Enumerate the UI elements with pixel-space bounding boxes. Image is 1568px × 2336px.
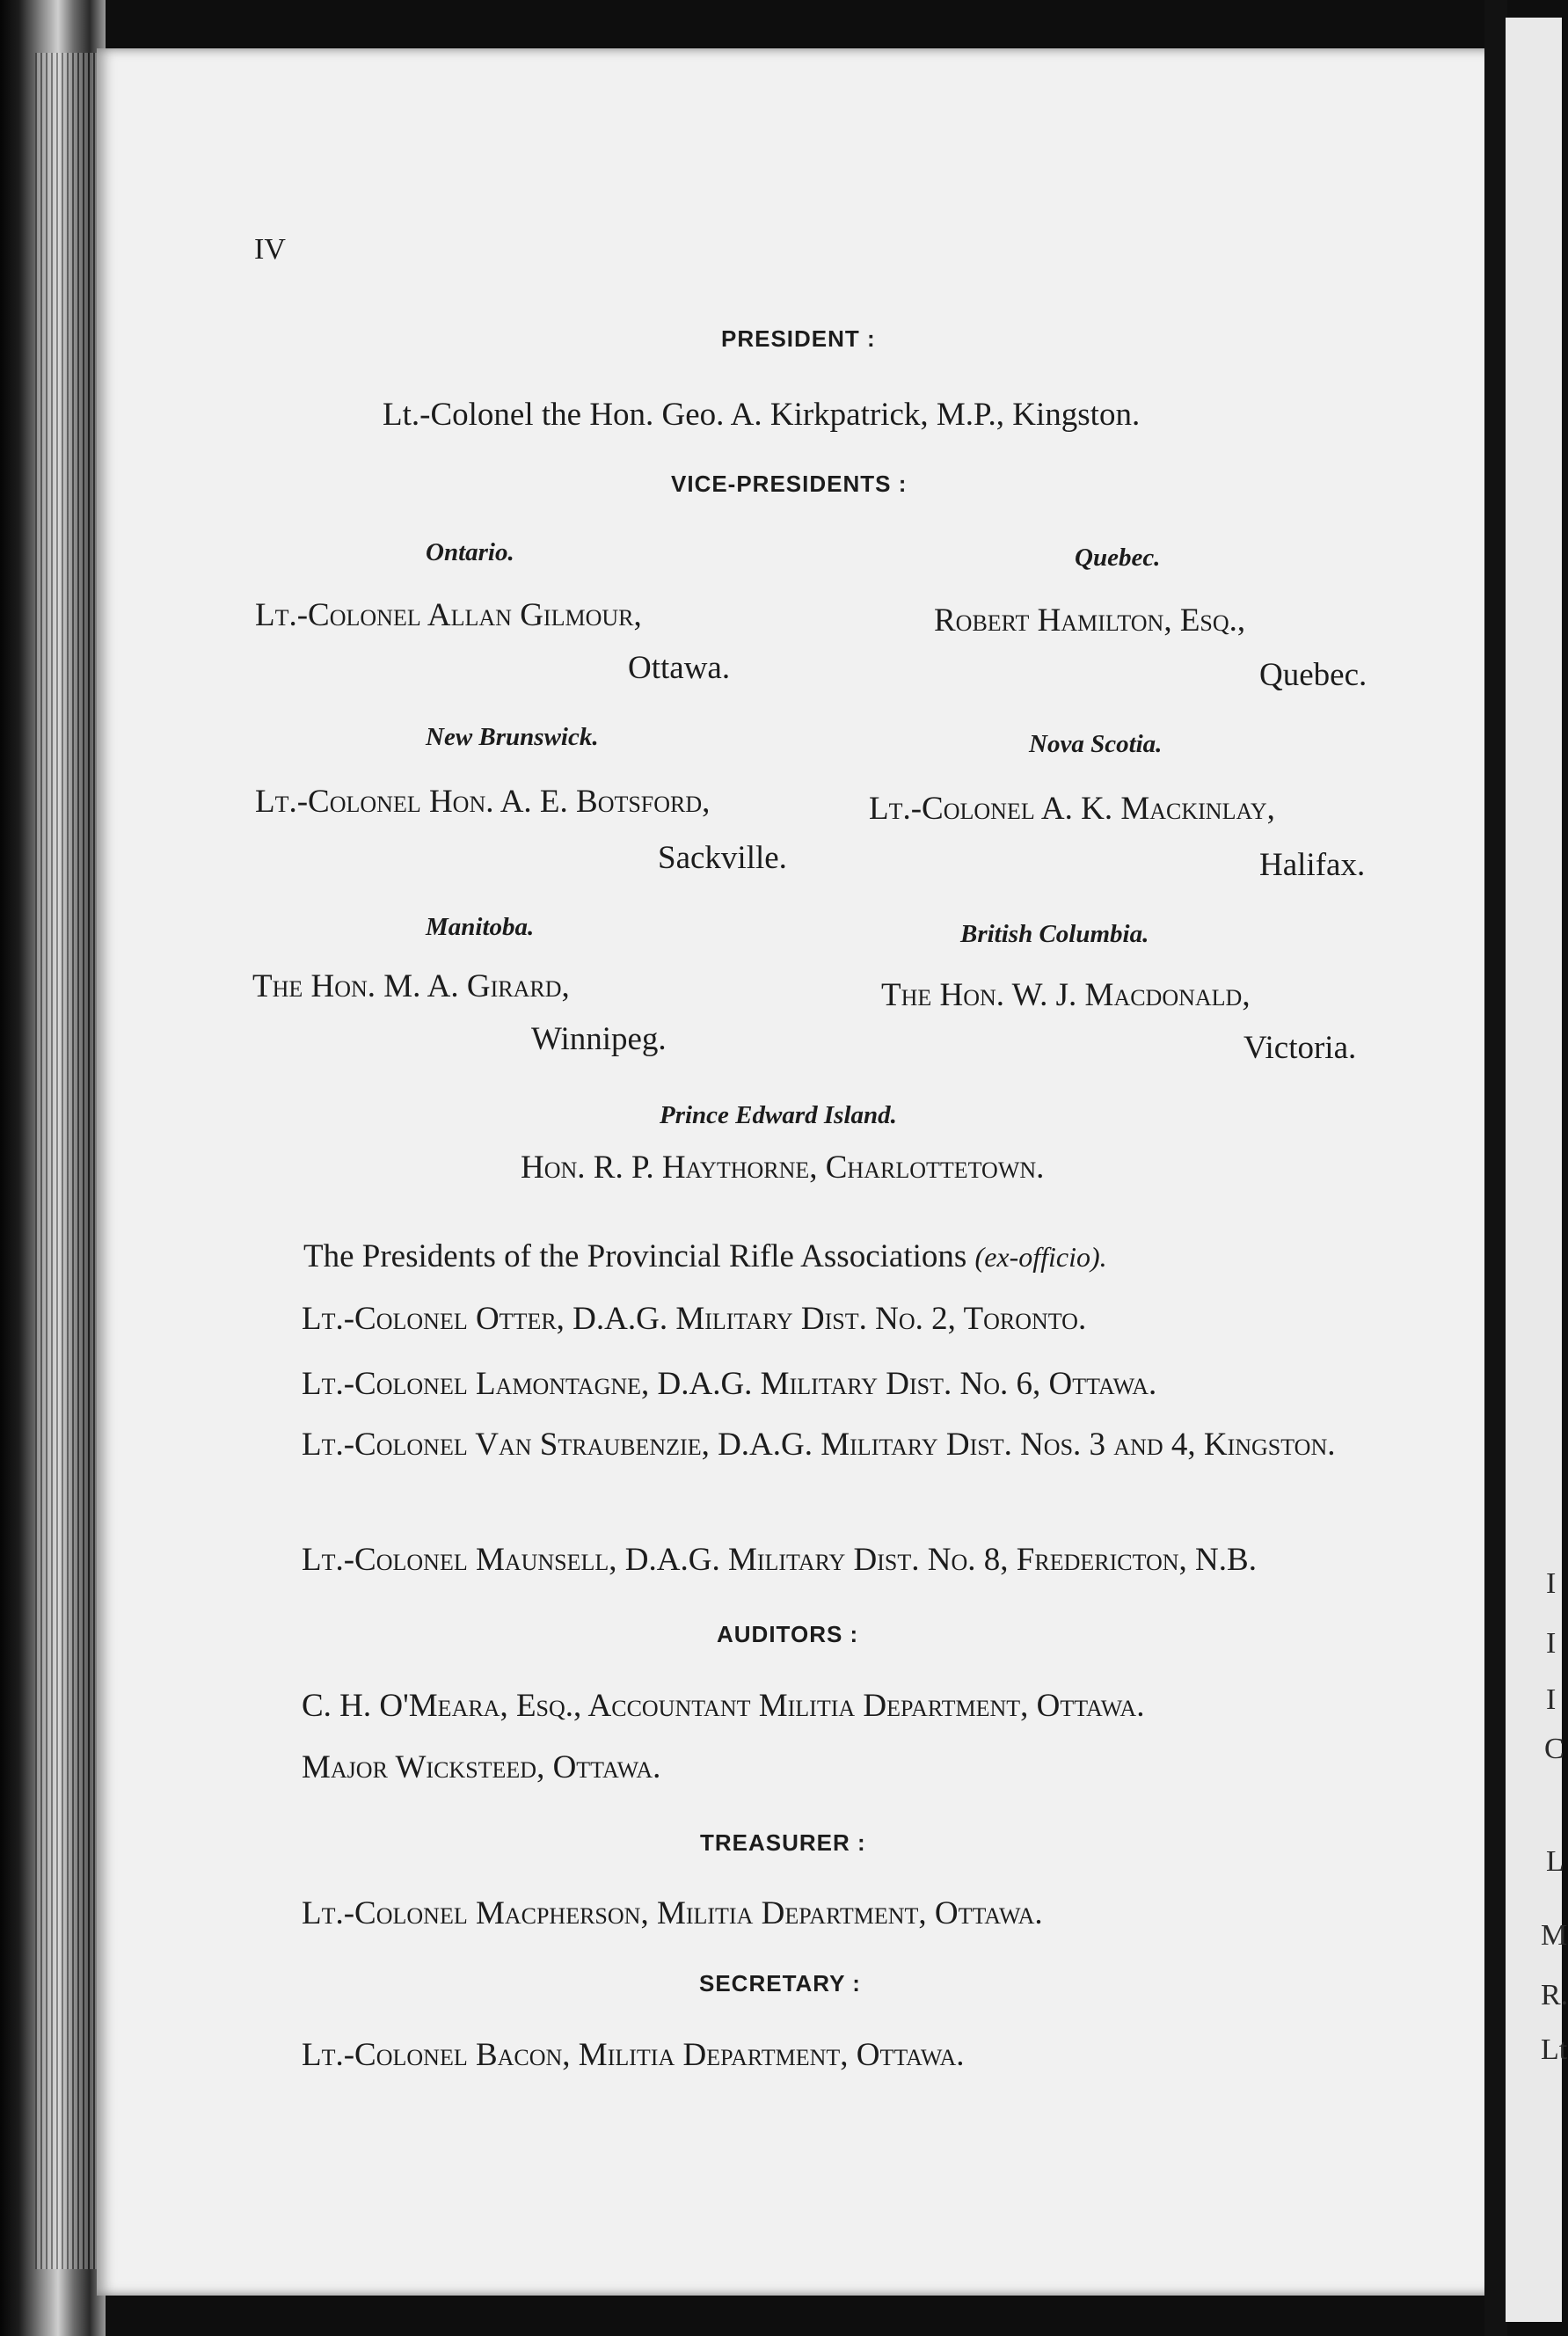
vp-new-brunswick-name: Lt.-Colonel Hon. A. E. Botsford, — [255, 784, 711, 820]
vp-manitoba-name: The Hon. M. A. Girard, — [252, 968, 570, 1004]
facing-page-letter: I — [1546, 1683, 1557, 1716]
secretary-name: Lt.-Colonel Bacon, Militia Department, Ottawa. — [302, 2037, 965, 2073]
vp-manitoba-place: Winnipeg. — [531, 1021, 667, 1057]
facing-page-letter: C — [1544, 1733, 1564, 1765]
facing-page-letter: Lt — [1541, 2033, 1568, 2066]
vp-pei-name: Hon. R. P. Haythorne, Charlottetown. — [521, 1150, 1045, 1186]
vp-nova-scotia-name: Lt.-Colonel A. K. Mackinlay, — [869, 791, 1275, 827]
member-van-straubenzie: Lt.-Colonel Van Straubenzie, D.A.G. Military Dist. Nos. 3 and 4, Kingston. — [302, 1427, 1336, 1463]
page-number: IV — [254, 233, 286, 266]
province-british-columbia: British Columbia. — [960, 920, 1149, 948]
vp-british-columbia-name: The Hon. W. J. Macdonald, — [881, 977, 1251, 1013]
facing-page-letter: M — [1541, 1919, 1568, 1952]
treasurer-heading: TREASURER : — [700, 1829, 866, 1856]
auditor-omeara: C. H. O'Meara, Esq., Accountant Militia Department, Ottawa. — [302, 1688, 1145, 1724]
vp-quebec-name: Robert Hamilton, Esq., — [934, 602, 1246, 639]
member-lamontagne: Lt.-Colonel Lamontagne, D.A.G. Military Dist. No. 6, Ottawa. — [302, 1366, 1157, 1402]
spine-page-edges — [35, 53, 97, 2269]
presidents-provincial-line: The Presidents of the Provincial Rifle Associations (ex-officio). — [303, 1238, 1107, 1274]
facing-page-letter: L — [1546, 1845, 1564, 1878]
ex-officio-note: (ex-officio). — [974, 1241, 1107, 1273]
book-spine — [0, 0, 106, 2336]
auditors-heading: AUDITORS : — [717, 1621, 859, 1647]
secretary-heading: SECRETARY : — [699, 1970, 861, 1997]
president-heading: PRESIDENT : — [721, 325, 876, 352]
province-new-brunswick: New Brunswick. — [426, 723, 599, 751]
vice-presidents-heading: VICE-PRESIDENTS : — [671, 471, 908, 497]
vp-british-columbia-place: Victoria. — [1243, 1030, 1357, 1066]
vp-ontario-name: Lt.-Colonel Allan Gilmour, — [255, 597, 642, 633]
province-quebec: Quebec. — [1075, 544, 1161, 572]
province-nova-scotia: Nova Scotia. — [1029, 730, 1163, 758]
vp-nova-scotia-place: Halifax. — [1259, 847, 1366, 883]
gutter-shadow — [1484, 0, 1507, 2336]
province-pei: Prince Edward Island. — [660, 1101, 897, 1129]
member-maunsell: Lt.-Colonel Maunsell, D.A.G. Military Dist. No. 8, Fredericton, N.B. — [302, 1542, 1257, 1578]
member-otter: Lt.-Colonel Otter, D.A.G. Military Dist. No. 2, Toronto. — [302, 1301, 1087, 1337]
president-name: Lt.-Colonel the Hon. Geo. A. Kirkpatrick, M.P., Kingston. — [383, 397, 1141, 433]
vp-quebec-place: Quebec. — [1259, 657, 1367, 693]
vp-ontario-place: Ottawa. — [628, 650, 731, 686]
treasurer-name: Lt.-Colonel Macpherson, Militia Department, Ottawa. — [302, 1895, 1043, 1931]
facing-page-edge — [1506, 18, 1562, 2322]
vp-new-brunswick-place: Sackville. — [658, 840, 787, 876]
province-ontario: Ontario. — [426, 538, 514, 566]
province-manitoba: Manitoba. — [426, 913, 535, 941]
facing-page-letter: R. — [1541, 1979, 1568, 2011]
auditor-wicksteed: Major Wicksteed, Ottawa. — [302, 1749, 661, 1785]
facing-page-letter: I — [1546, 1567, 1557, 1600]
facing-page-letter: I — [1546, 1627, 1557, 1660]
